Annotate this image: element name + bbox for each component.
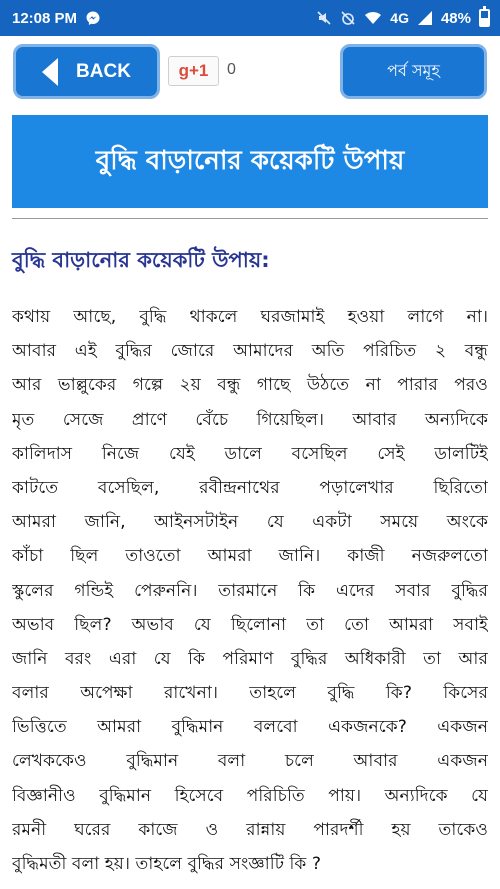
back-button-label: BACK (76, 60, 131, 82)
article-line: মৃত সেজে প্রাণে বেঁচে গিয়েছিল। আবার অন্যদিকে (12, 409, 488, 430)
divider (12, 218, 488, 219)
google-plus-one-label: g+1 (178, 61, 209, 80)
article-line: বুদ্ধিমতী বলা হয়। তাহলে বুদ্ধির সংজ্ঞাটি কি ? (12, 854, 322, 874)
article-line: কালিদাস নিজে যেই ডালে বসেছিল সেই ডালটিই (12, 443, 488, 464)
messenger-icon (85, 10, 101, 26)
battery-level (481, 18, 488, 25)
status-bar-left (12, 10, 101, 27)
article-line: কাঁচা ছিল তাওতো আমরা জানি। কাজী নজরুলতো (12, 546, 488, 567)
article-line: লেখককেও বুদ্ধিমান বলা চলে আবার একজন (12, 751, 488, 772)
article-line: অভাব ছিল? অভাব যে ছিলোনা তা তো আমরা সবাই (12, 614, 488, 635)
network-type: 4G (390, 10, 409, 26)
page-title-text: বুদ্ধি বাড়ানোর কয়েকটি উপায় (95, 145, 405, 176)
article-body (12, 300, 488, 881)
chapters-button[interactable] (340, 44, 487, 99)
article-heading: বুদ্ধি বাড়ানোর কয়েকটি উপায়: (12, 248, 270, 272)
status-bar-right (316, 9, 490, 27)
article-line: আবার এই বুদ্ধির জোরে আমাদের অতি পরিচিত ২ বন্ধু (12, 341, 488, 362)
article-line: কথায় আছে, বুদ্ধি থাকলে ঘরজামাই হওয়া লাগে না। (12, 307, 488, 327)
status-time: 12:08 PM (12, 9, 78, 27)
google-plus-one-count: 0 (227, 61, 236, 78)
article-line: জানি বরং এরা যে কি পরিমাণ বুদ্ধির অধিকারী তা আর (12, 648, 488, 669)
chapters-button-label: পর্ব সমূহ (387, 61, 440, 80)
page-title (12, 115, 488, 208)
alarm-off-icon (340, 10, 356, 26)
article-line: বলার অপেক্ষা রাখেনা। তাহলে বুদ্ধি কি? কিসের (12, 683, 488, 704)
toolbar (0, 36, 500, 104)
battery-icon (479, 9, 490, 27)
back-button[interactable] (13, 44, 160, 99)
back-arrow-icon (42, 58, 58, 86)
battery-percent: 48% (440, 9, 471, 27)
wifi-icon (364, 10, 382, 26)
article-line: আমরা জানি, আইনসটাইন যে একটা সময়ে অংকে (12, 512, 488, 533)
status-bar (0, 0, 500, 36)
article-line: রমনী ঘরের কাজে ও রান্নায় পারদর্শী হয় তাকেও (12, 819, 488, 840)
google-plus-one-button[interactable] (168, 56, 219, 86)
mute-icon (316, 10, 332, 26)
article-line: ভিত্তিতে আমরা বুদ্ধিমান বলবো একজনকে? একজন (12, 717, 488, 738)
article-line: কাটতে বসেছিল, রবীন্দ্রনাথের পড়ালেখার ছিরিতো (12, 477, 488, 498)
signal-icon (417, 10, 433, 26)
article-line: আর ভাল্লুকের গল্পে ২য় বন্ধু গাছে উঠতে না পারার পরও (12, 375, 488, 396)
article-line: বিজ্ঞানীও বুদ্ধিমান হিসেবে পরিচিতি পায়। অন্যদিকে যে (12, 785, 488, 806)
article-line: স্কুলের গন্ডিই পেরুননি। তারমানে কি এদের সবার বুদ্ধির (12, 580, 488, 601)
